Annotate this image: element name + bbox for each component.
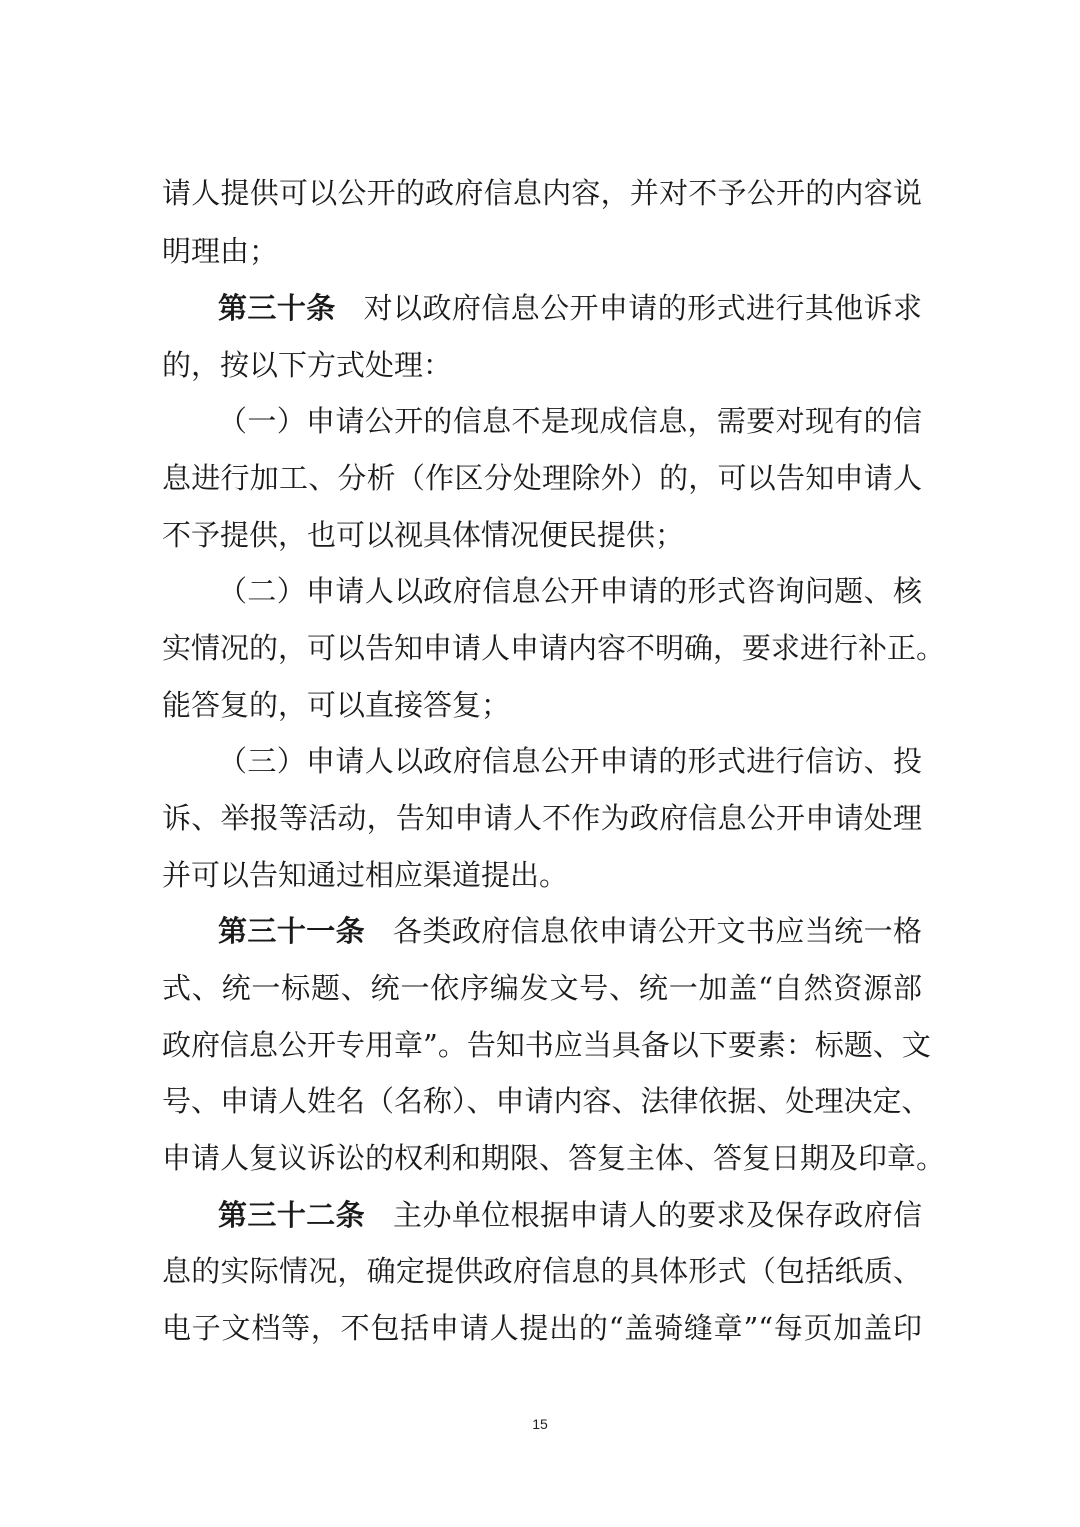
paragraph-line: （二）申请人以政府信息公开申请的形式咨询问题、核 <box>218 574 922 608</box>
article-32-text: 主办单位根据申请人的要求及保存政府信 <box>393 1198 922 1232</box>
paragraph-line: （一）申请公开的信息不是现成信息，需要对现有的信 <box>218 404 922 438</box>
article-30-text: 对以政府信息公开申请的形式进行其他诉求 <box>363 291 922 325</box>
article-31-heading: 第三十一条 <box>218 914 366 948</box>
paragraph-line: 并可以告知通过相应渠道提出。 <box>162 858 569 892</box>
paragraph-line: 申请人复议诉讼的权利和期限、答复主体、答复日期及印章。 <box>162 1141 946 1175</box>
article-31-first-line <box>218 911 922 951</box>
paragraph-line: 式、统一标题、统一依序编发文号、统一加盖“自然资源部 <box>162 971 922 1005</box>
page-number: 15 <box>532 1416 548 1432</box>
article-30-first-line <box>218 288 922 328</box>
paragraph-line: 息的实际情况，确定提供政府信息的具体形式（包括纸质、 <box>162 1254 922 1288</box>
paragraph-line: 不予提供，也可以视具体情况便民提供； <box>162 518 685 552</box>
paragraph-line: 的，按以下方式处理： <box>162 348 453 382</box>
paragraph-line: 号、申请人姓名（名称）、申请内容、法律依据、处理决定、 <box>162 1084 931 1118</box>
article-31-text: 各类政府信息依申请公开文书应当统一格 <box>393 914 922 948</box>
paragraph-line: 电子文档等，不包括申请人提出的“盖骑缝章”“每页加盖印 <box>162 1311 922 1345</box>
article-30-heading: 第三十条 <box>218 291 336 325</box>
paragraph-line: 诉、举报等活动，告知申请人不作为政府信息公开申请处理 <box>162 801 922 835</box>
paragraph-line: 息进行加工、分析（作区分处理除外）的，可以告知申请人 <box>162 461 922 495</box>
paragraph-line: 实情况的，可以告知申请人申请内容不明确，要求进行补正。 <box>162 631 946 665</box>
paragraph-line: 政府信息公开专用章”。告知书应当具备以下要素：标题、文 <box>162 1028 931 1062</box>
paragraph-line: 明理由； <box>162 234 279 268</box>
article-32-heading: 第三十二条 <box>218 1198 366 1232</box>
article-32-first-line <box>218 1195 922 1235</box>
paragraph-line: （三）申请人以政府信息公开申请的形式进行信访、投 <box>218 744 922 778</box>
paragraph-line: 能答复的，可以直接答复； <box>162 688 511 722</box>
paragraph-line: 请人提供可以公开的政府信息内容，并对不予公开的内容说 <box>162 176 922 210</box>
